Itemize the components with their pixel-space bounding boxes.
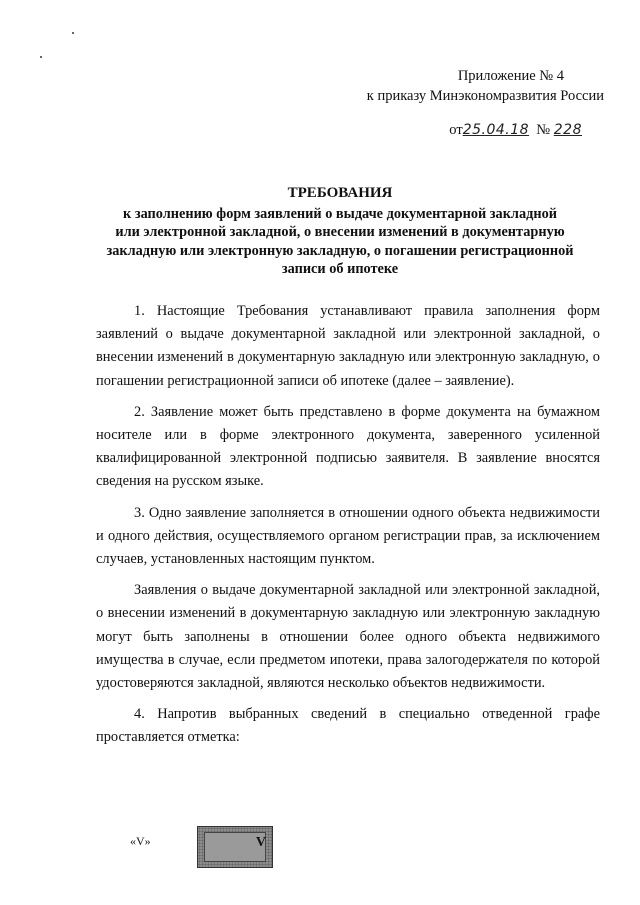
title-line: закладную или электронную закладную, о погашении регистрационной <box>106 242 574 259</box>
paragraph-2: 2. Заявление может быть представлено в форме документа на бумажном носителе или в форме электронного документа, заверенного усиленной квалифицированной электронной подписью заявителя. В заявление вносятся сведения на русском языке. <box>96 403 600 490</box>
paragraph-4: 4. Напротив выбранных сведений в специально отведенной графе проставляется отметка: <box>96 706 600 746</box>
order-number-label: № <box>536 122 551 138</box>
paragraph-3-continued: Заявления о выдаче документарной закладной или электронной закладной, о внесении изменений в документарную закладную или электронную закладную могут быть заполнены в отношении более одного объекта недвижимого имущества в случае, если предметом ипотеки, права залогодержателя по которой удостоверяются закладной, являются несколько объектов недвижимости. <box>96 582 600 692</box>
title-line: записи об ипотеке <box>281 261 399 277</box>
order-date-number <box>449 120 582 140</box>
checkmark-v-icon: V <box>255 835 266 850</box>
mark-sample-image <box>197 826 273 868</box>
scan-speck <box>72 32 74 34</box>
order-date-handwritten: 25.04.18 <box>462 122 530 138</box>
annex-header <box>367 66 604 106</box>
order-number-handwritten: 228 <box>553 122 582 138</box>
paragraph-3: 3. Одно заявление заполняется в отношении одного объекта недвижимости и одного действия, осуществляемого органом регистрации прав, за исключением случаев, установленных настоящим пунктом. <box>96 504 600 568</box>
order-from-label: от <box>449 122 463 138</box>
mark-label: «V» <box>130 834 151 848</box>
annex-number: Приложение № 4 <box>457 68 564 84</box>
document-title <box>80 184 600 279</box>
title-line: к заполнению форм заявлений о выдаче документарной закладной <box>123 205 557 222</box>
annex-order-ref: к приказу Минэкономразвития России <box>366 88 604 104</box>
paragraph-1: 1. Настоящие Требования устанавливают правила заполнения форм заявлений о выдаче документарной закладной или электронной закладной, о внесении изменений в документарную закладную или электронную закладную, о погашении регистрационной записи об ипотеке (далее – заявление). <box>96 303 600 389</box>
document-body <box>96 300 600 756</box>
scan-speck <box>40 56 42 58</box>
title-main: ТРЕБОВАНИЯ <box>287 185 393 201</box>
title-line: или электронной закладной, о внесении изменений в документарную <box>115 224 565 240</box>
